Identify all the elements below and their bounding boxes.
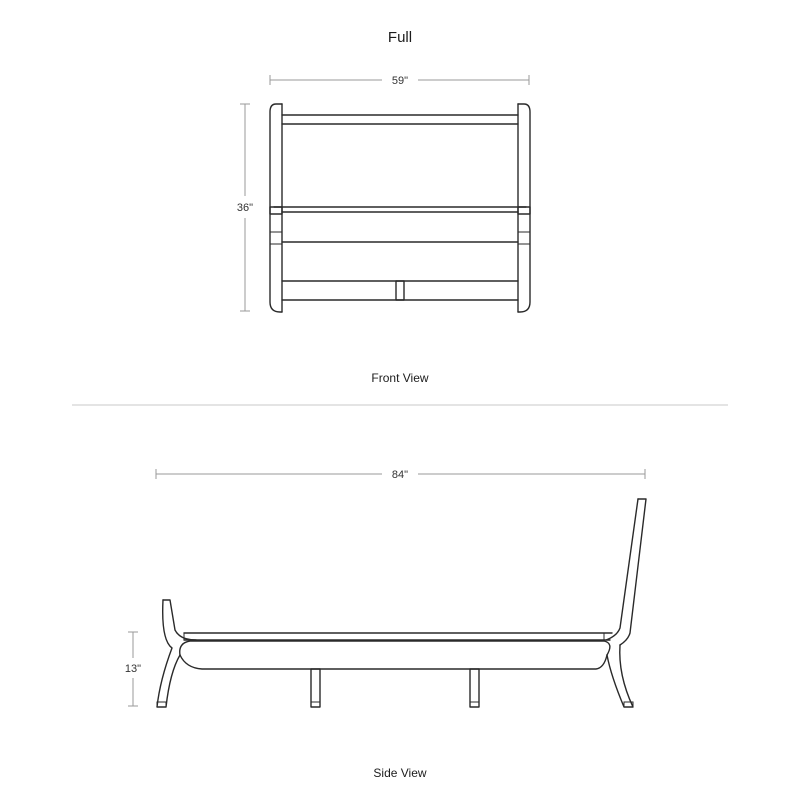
front-width-dimension [270,75,529,87]
front-height-dimension [237,104,253,311]
side-length-label: 84" [391,469,409,481]
front-view [237,75,530,385]
side-height-label: 13" [124,663,142,675]
page-title: Full [387,29,413,46]
side-height-dimension [125,632,141,706]
front-height-label: 36" [236,202,254,214]
front-width-label: 59" [391,75,409,87]
side-length-dimension [156,469,645,481]
side-view [125,469,646,780]
bed-side-outline [157,499,646,707]
side-view-caption: Side View [373,766,427,780]
bed-front-outline [270,104,530,312]
front-view-caption: Front View [371,371,429,385]
